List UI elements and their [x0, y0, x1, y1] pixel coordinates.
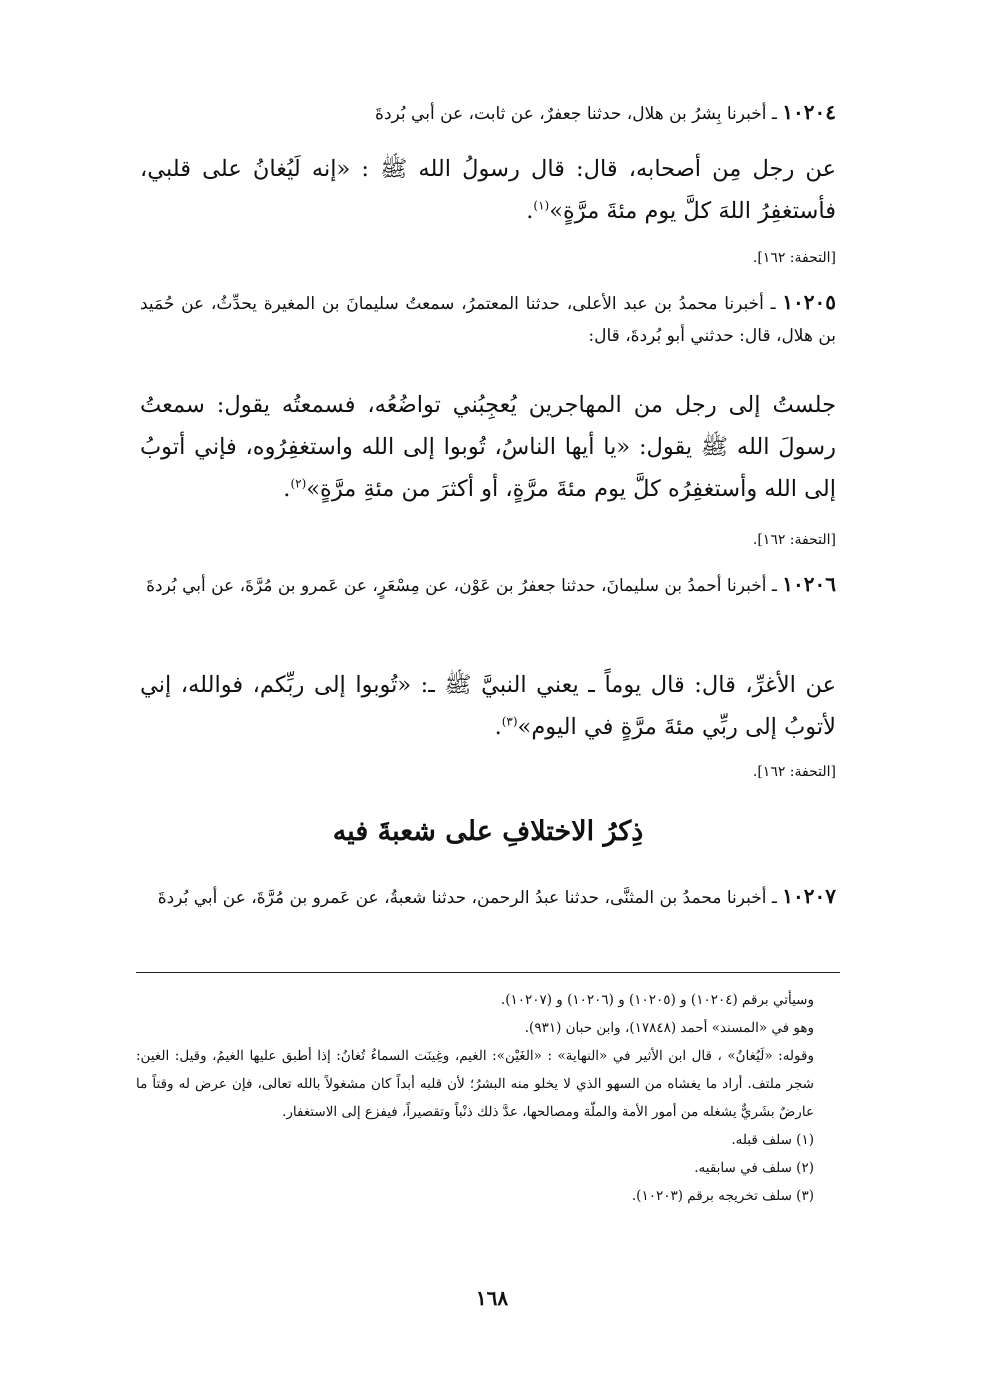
footnote-ref: (٣) — [501, 714, 518, 729]
matn-end: . — [526, 198, 534, 224]
section-heading: ذِكرُ الاختلافِ على شعبةَ فيه — [332, 816, 644, 847]
hadith-number: ١٠٢٠٥ — [782, 290, 836, 314]
matn-text: عن الأغرِّ، قال: قال يوماً ـ يعني النبيَّ ﷺ ـ: «تُوبوا إلى ربِّكم، فوالله، إني لأتوبُ إلى ربِّي مئةَ مرَّةٍ في اليوم» — [140, 672, 836, 740]
tuhfa-ref: [التحفة: ١٦٢]. — [752, 764, 836, 780]
page-number: ١٦٨ — [475, 1286, 509, 1310]
matn-text: جلستُ إلى رجل من المهاجرين يُعجِبُني تواضُعُه، فسمعتُه يقول: سمعتُ رسولَ الله ﷺ يقول: «يا أيها الناسُ، تُوبوا إلى الله واستغفِرُوه، فإني أتوبُ إلى الله وأستغفِرُه كلَّ يوم مئةَ مرَّةٍ، أو أكثرَ من مئةِ مرَّةٍ» — [140, 392, 836, 502]
footnote-general: وهو في «المسند» أحمد (١٧٨٤٨)، وابن حبان (٩٣١). — [524, 1020, 814, 1036]
footnote-divider — [136, 972, 840, 973]
hadith-10204-matn — [140, 148, 836, 232]
footnote-general: وسيأتي برقم (١٠٢٠٤) و (١٠٢٠٥) و (١٠٢٠٦) و (١٠٢٠٧). — [500, 992, 814, 1008]
matn-end: . — [283, 476, 291, 502]
hadith-10206-isnad — [140, 568, 836, 602]
footnote-2: (٢) سلف في سابقيه. — [694, 1160, 814, 1176]
tuhfa-ref: [التحفة: ١٦٢]. — [752, 250, 836, 266]
footnote-3: (٣) سلف تخريجه برقم (١٠٢٠٣). — [631, 1188, 814, 1204]
hadith-number: ١٠٢٠٦ — [782, 572, 836, 596]
isnad-text: ـ أخبرنا محمدُ بن المثنَّى، حدثنا عبدُ الرحمن، حدثنا شعبةُ، عن عَمرو بن مُرَّةَ، عن أبي بُردةَ — [157, 888, 783, 908]
footnote-general: وقوله: «لَيُغانُ» ، قال ابن الأثير في «النهاية» : «الغَيْن»: الغيم، وغِينَت السماءُ تُغانُ: إذا أطبق عليها الغيمُ، وقيل: الغين: شجر ملتف. أراد ما يغشاه من السهو الذي لا يخلو منه البشرُ؛ لأن قلبه أبداً كان مشغولاً بالله تعالى، فإن عرض له وقتاً ما عارضٌ بشَريٌّ يشغله من أمور الأمة والملّة ومصالحها، عدَّ ذلك ذنْباً وتقصيراً، فيفزع إلى الاستغفار. — [136, 1048, 814, 1120]
tuhfa-ref: [التحفة: ١٦٢]. — [752, 532, 836, 548]
hadith-10204-isnad — [140, 96, 836, 130]
hadith-10205-matn — [140, 384, 836, 510]
hadith-10205-isnad — [140, 286, 836, 352]
footnote-1: (١) سلف قبله. — [731, 1132, 814, 1148]
hadith-number: ١٠٢٠٤ — [782, 100, 836, 124]
isnad-text: ـ أخبرنا أحمدُ بن سليمانَ، حدثنا جعفرُ بن عَوْن، عن مِسْعَرٍ، عن عَمرو بن مُرَّةَ، عن أبي بُردةَ — [146, 576, 783, 596]
hadith-10206-matn — [140, 664, 836, 748]
matn-end: . — [494, 714, 502, 740]
matn-text: عن رجل مِن أصحابه، قال: قال رسولُ الله ﷺ : «إنه لَيُغانُ على قلبي، فأستغفِرُ اللهَ كلَّ يوم مئةَ مرَّةٍ» — [140, 156, 836, 224]
footnote-ref: (١) — [533, 198, 550, 213]
isnad-text: ـ أخبرنا محمدُ بن عبد الأعلى، حدثنا المعتمرُ، سمعتُ سليمانَ بن المغيرة يحدِّثُ، عن حُمَيد بن هلال، قال: حدثني أبو بُردةَ، قال: — [140, 294, 836, 346]
hadith-10207-isnad — [140, 880, 836, 914]
footnote-ref: (٢) — [290, 476, 307, 491]
footnotes — [136, 986, 814, 1210]
hadith-number: ١٠٢٠٧ — [782, 884, 836, 908]
isnad-text: ـ أخبرنا بِشرُ بن هلال، حدثنا جعفرٌ، عن ثابت، عن أبي بُردةَ — [375, 104, 783, 124]
